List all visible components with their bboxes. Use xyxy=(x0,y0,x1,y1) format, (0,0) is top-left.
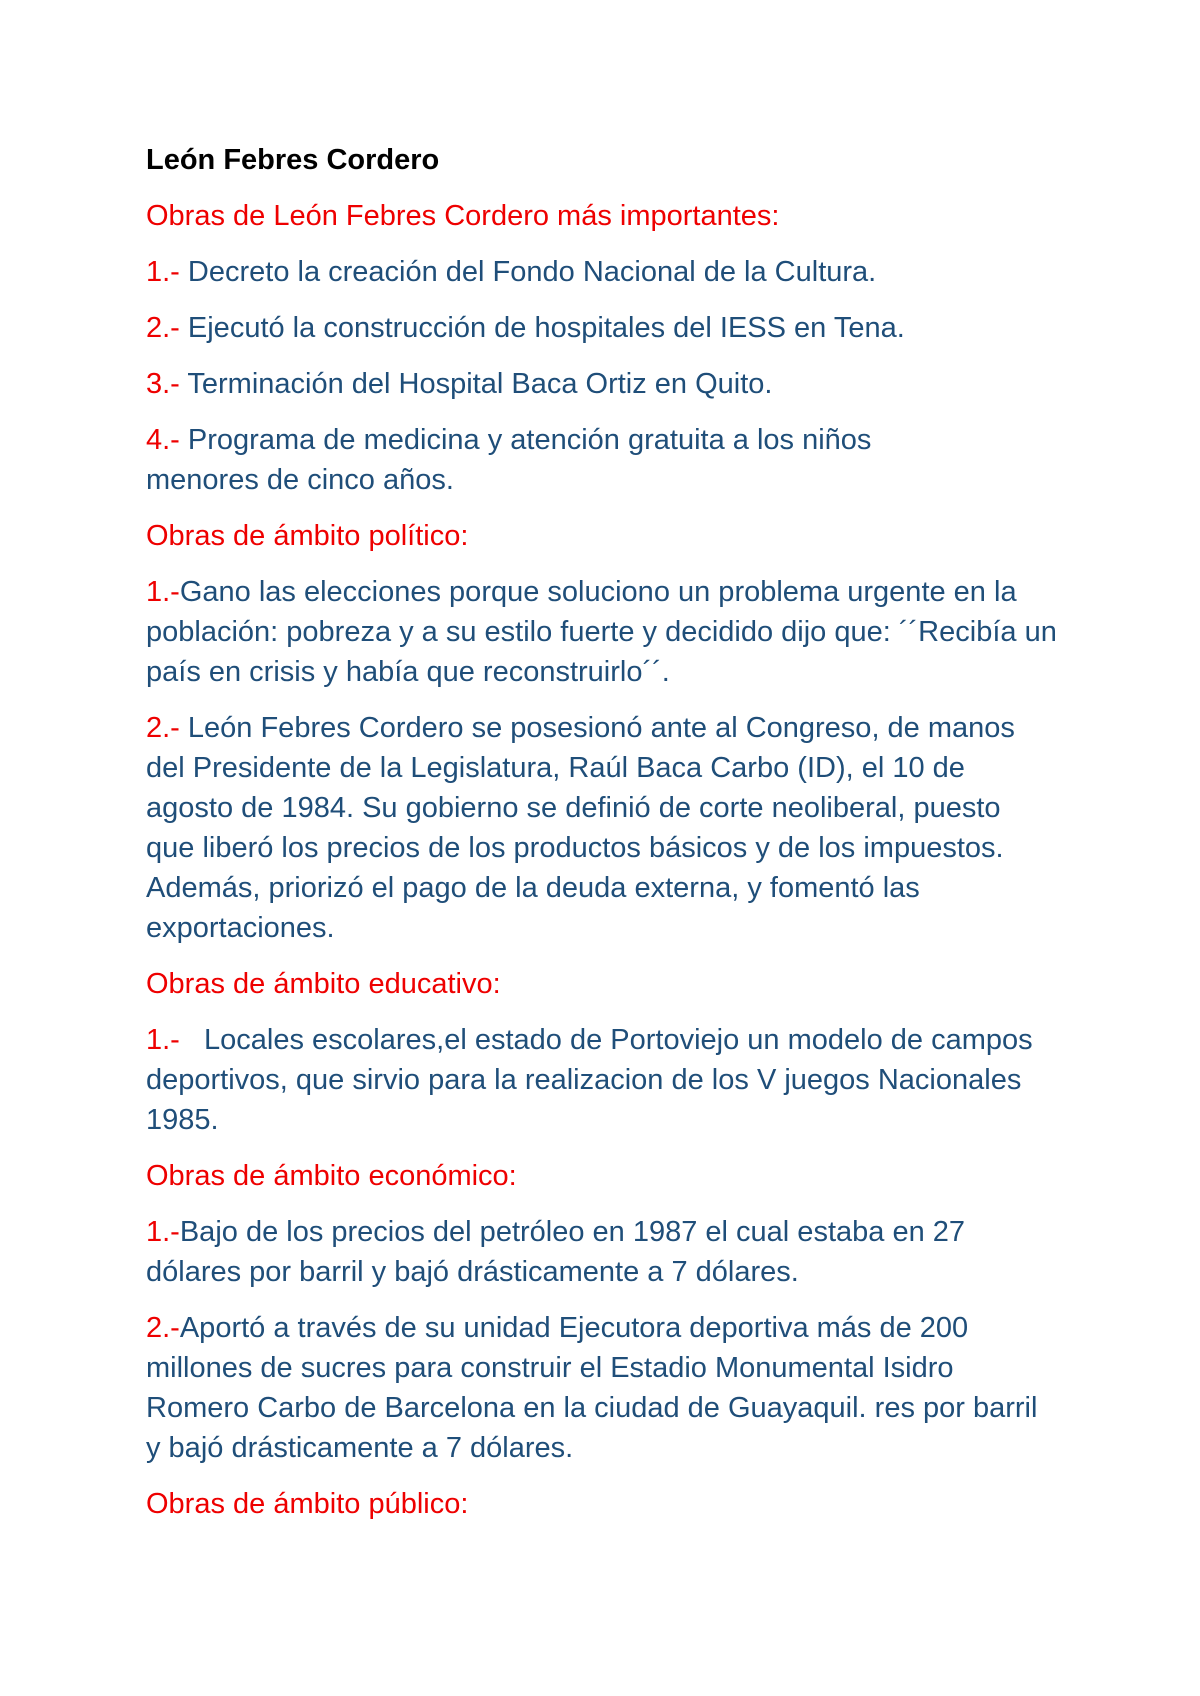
list-item xyxy=(146,420,906,500)
item-text: Decreto la creación del Fondo Nacional de la Cultura. xyxy=(179,256,877,288)
section-heading-importantes: Obras de León Febres Cordero más importantes: xyxy=(146,200,780,232)
item-number: 1.- xyxy=(146,1216,180,1248)
section-heading-economico: Obras de ámbito económico: xyxy=(146,1160,517,1192)
section-heading-publico: Obras de ámbito público: xyxy=(146,1488,469,1520)
item-text: Locales escolares,el estado de Portoviejo un modelo de campos deportivos, que sirvio para la realizacion de los V juegos Nacionales 1985. xyxy=(146,1024,1041,1136)
list-item xyxy=(146,364,1086,404)
list-item xyxy=(146,252,1086,292)
item-number: 3.- xyxy=(146,368,180,400)
item-text: Aportó a través de su unidad Ejecutora deportiva más de 200 millones de sucres para construir el Estadio Monumental Isidro Romero Carbo de Barcelona en la ciudad de Guayaquil. res por barril y bajó drásticamente a 7 dólares. xyxy=(146,1312,1038,1464)
item-text: Ejecutó la construcción de hospitales del IESS en Tena. xyxy=(179,312,905,344)
list-item xyxy=(146,1212,1026,1292)
item-text: Programa de medicina y atención gratuita a los niños menores de cinco años. xyxy=(146,424,872,496)
section-heading-politico: Obras de ámbito político: xyxy=(146,520,469,552)
item-number: 1.- xyxy=(146,256,180,288)
item-text: Gano las elecciones porque soluciono un problema urgente en la población: pobreza y a su estilo fuerte y decidido dijo que: ´´Recibía un país en crisis y había que reconstruirlo´´. xyxy=(146,576,1057,688)
item-number: 2.- xyxy=(146,312,180,344)
document-title: León Febres Cordero xyxy=(146,144,440,176)
list-item xyxy=(146,572,1086,692)
document-content xyxy=(146,140,1086,1540)
item-number: 2.- xyxy=(146,712,180,744)
item-text: Terminación del Hospital Baca Ortiz en Quito. xyxy=(179,368,773,400)
list-item xyxy=(146,1308,1046,1468)
item-text: Bajo de los precios del petróleo en 1987 el cual estaba en 27 dólares por barril y bajó drásticamente a 7 dólares. xyxy=(146,1216,966,1288)
list-item xyxy=(146,308,1086,348)
item-text: León Febres Cordero se posesionó ante al Congreso, de manos del Presidente de la Legislatura, Raúl Baca Carbo (ID), el 10 de agosto de 1984. Su gobierno se definió de corte neoliberal, puesto que liberó los precios de los productos básicos y de los impuestos. Además, priorizó el pago de la deuda externa, y fomentó las exportaciones. xyxy=(146,712,1015,944)
item-number: 2.- xyxy=(146,1312,180,1344)
item-number: 1.- xyxy=(146,1024,180,1056)
section-heading-educativo: Obras de ámbito educativo: xyxy=(146,968,501,1000)
list-item xyxy=(146,1020,1086,1140)
item-number: 4.- xyxy=(146,424,180,456)
list-item xyxy=(146,708,1046,948)
item-number: 1.- xyxy=(146,576,180,608)
